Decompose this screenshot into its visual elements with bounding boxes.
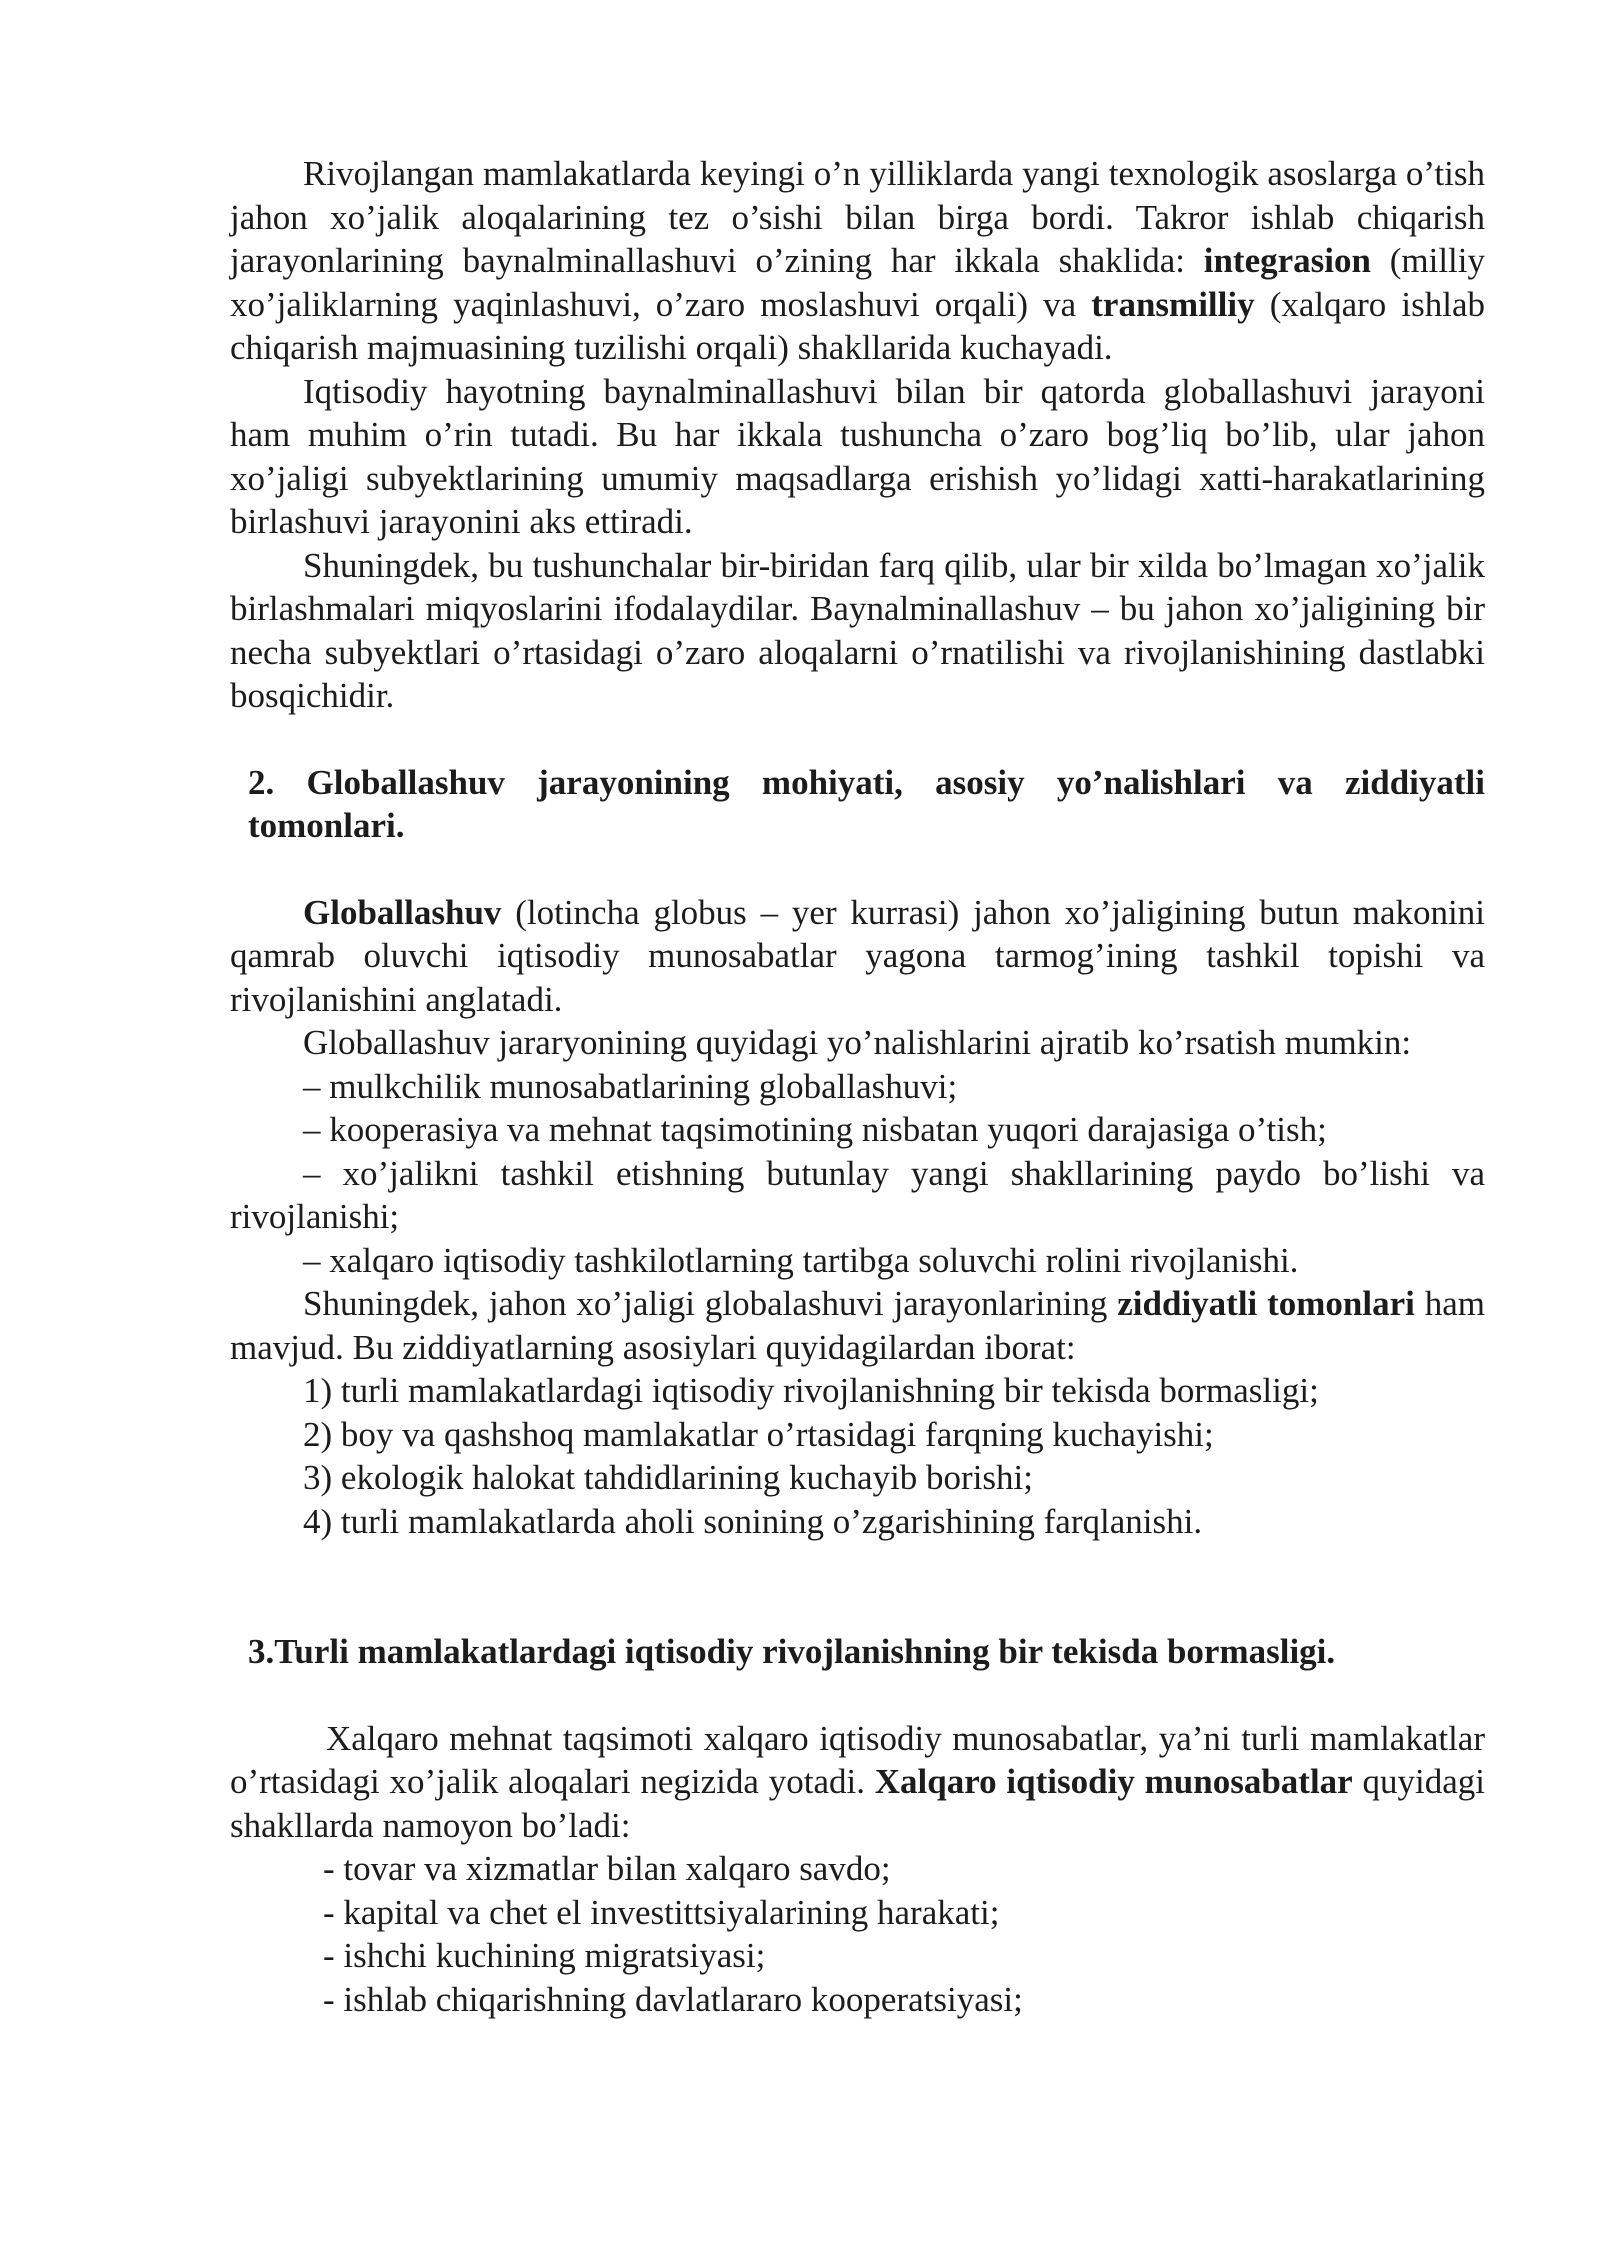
list-item: 4) turli mamlakatlarda aholi sonining o’zgarishining farqlanishi. bbox=[303, 1501, 1203, 1541]
paragraph-text: Xalqaro mehnat taqsimoti xalqaro iqtisodiy munosabatlar, ya’ni turli mamlakatlar o’rtasidagi xo’jalik aloqalari negizida yotadi. bbox=[230, 1718, 1485, 1801]
list-item: 1) turli mamlakatlardagi iqtisodiy rivojlanishning bir tekisda bormasligi; bbox=[303, 1371, 1319, 1410]
list-item: - tovar va xizmatlar bilan xalqaro savdo; bbox=[323, 1849, 891, 1888]
directions-list bbox=[230, 1065, 1485, 1283]
paragraph-text: (milliy xo’jaliklarning yaqinlashuvi, o’zaro moslashuvi orqali) va bbox=[230, 241, 1485, 324]
list-item: – xo’jalikni tashkil etishning butunlay yangi shakllarining paydo bo’lishi va rivojlanishi; bbox=[230, 1153, 1485, 1236]
paragraph-text: (xalqaro ishlab chiqarish majmuasining tuzilishi orqali) shakllarida kuchayadi. bbox=[230, 284, 1485, 367]
list-item: – xalqaro iqtisodiy tashkilotlarning tartibga soluvchi rolini rivojlanishi. bbox=[303, 1240, 1299, 1280]
paragraph-globalization-definition bbox=[230, 891, 1485, 1022]
paragraph-text: quyidagi shakllarda namoyon bo’ladi: bbox=[230, 1762, 1485, 1845]
term-xalqaro-iqtisodiy-munosabatlar: Xalqaro iqtisodiy munosabatlar bbox=[874, 1762, 1353, 1801]
paragraph-internationalization bbox=[230, 152, 1485, 370]
term-globallashuv: Globallashuv bbox=[303, 892, 502, 932]
list-item: - ishchi kuchining migratsiyasi; bbox=[323, 1936, 766, 1975]
term-ziddiyatli-tomonlari: ziddiyatli tomonlari bbox=[1117, 1284, 1415, 1323]
contradictions-list bbox=[230, 1369, 1485, 1543]
paragraph-international-relations bbox=[230, 1717, 1485, 1848]
paragraph-text: Shuningdek, jahon xo’jaligi globalashuvi jarayonlarining bbox=[303, 1284, 1118, 1323]
paragraph-differences: Shuningdek, bu tushunchalar bir-biridan farq qilib, ular bir xilda bo’lmagan xo’jalik birlashmalari miqyoslarini ifodalaydilar. Baynalminallashuv – bu jahon xo’jaligining bir necha subyektlari o’rtasidagi o’zaro aloqalarni o’rnatilishi va rivojlanishining dastlabki bosqichidir. bbox=[230, 545, 1485, 715]
paragraph-contradictions-intro bbox=[230, 1282, 1485, 1369]
paragraph-directions-intro: Globallashuv jararyonining quyidagi yo’nalishlarini ajratib ko’rsatish mumkin: bbox=[303, 1023, 1412, 1062]
section-heading-2: 2. Globallashuv jarayonining mohiyati, asosiy yo’nalishlari va ziddiyatli tomonlari. bbox=[248, 762, 1485, 845]
list-item: 3) ekologik halokat tahdidlarining kuchayib borishi; bbox=[303, 1458, 1033, 1497]
list-item: – kooperasiya va mehnat taqsimotining nisbatan yuqori darajasiga o’tish; bbox=[303, 1110, 1327, 1149]
paragraph-text: Rivojlangan mamlakatlarda keyingi o’n yilliklarda yangi texnologik asoslarga o’tish jahon xo’jalik aloqalarining tez o’sishi bilan birga bordi. Takror ishlab chiqarish jarayonlarining baynalminallashuvi o’zining har ikkala shaklida: bbox=[230, 154, 1485, 280]
forms-list bbox=[230, 1847, 1485, 2021]
paragraph-globalization-role: Iqtisodiy hayotning baynalminallashuvi bilan bir qatorda globallashuvi jarayoni ham muhim o’rin tutadi. Bu har ikkala tushuncha o’zaro bog’liq bo’lib, ular jahon xo’jaligi subyektlarining umumiy maqsadlarga erishish yo’lidagi xatti-harakatlarining birlashuvi jarayonini aks ettiradi. bbox=[230, 371, 1485, 541]
term-transmilliy: transmilliy bbox=[1091, 284, 1255, 324]
paragraph-text: (lotincha globus – yer kurrasi) jahon xo’jaligining butun makonini qamrab oluvchi iqtisodiy munosabatlar yagona tarmog’ining tashkil topishi va rivojlanishini anglatadi. bbox=[230, 892, 1485, 1019]
document-page bbox=[230, 152, 1485, 2021]
paragraph-text: ham mavjud. Bu ziddiyatlarning asosiylari quyidagilardan iborat: bbox=[230, 1284, 1485, 1367]
list-item: - ishlab chiqarishning davlatlararo kooperatsiyasi; bbox=[323, 1979, 1023, 2019]
term-integrasion: integrasion bbox=[1203, 241, 1371, 280]
list-item: 2) boy va qashshoq mamlakatlar o’rtasidagi farqning kuchayishi; bbox=[303, 1414, 1214, 1454]
list-item: - kapital va chet el investittsiyalarining harakati; bbox=[323, 1892, 1000, 1932]
list-item: – mulkchilik munosabatlarining globallashuvi; bbox=[303, 1066, 958, 1106]
section-heading-3: 3.Turli mamlakatlardagi iqtisodiy rivojlanishning bir tekisda bormasligi. bbox=[248, 1632, 1336, 1671]
